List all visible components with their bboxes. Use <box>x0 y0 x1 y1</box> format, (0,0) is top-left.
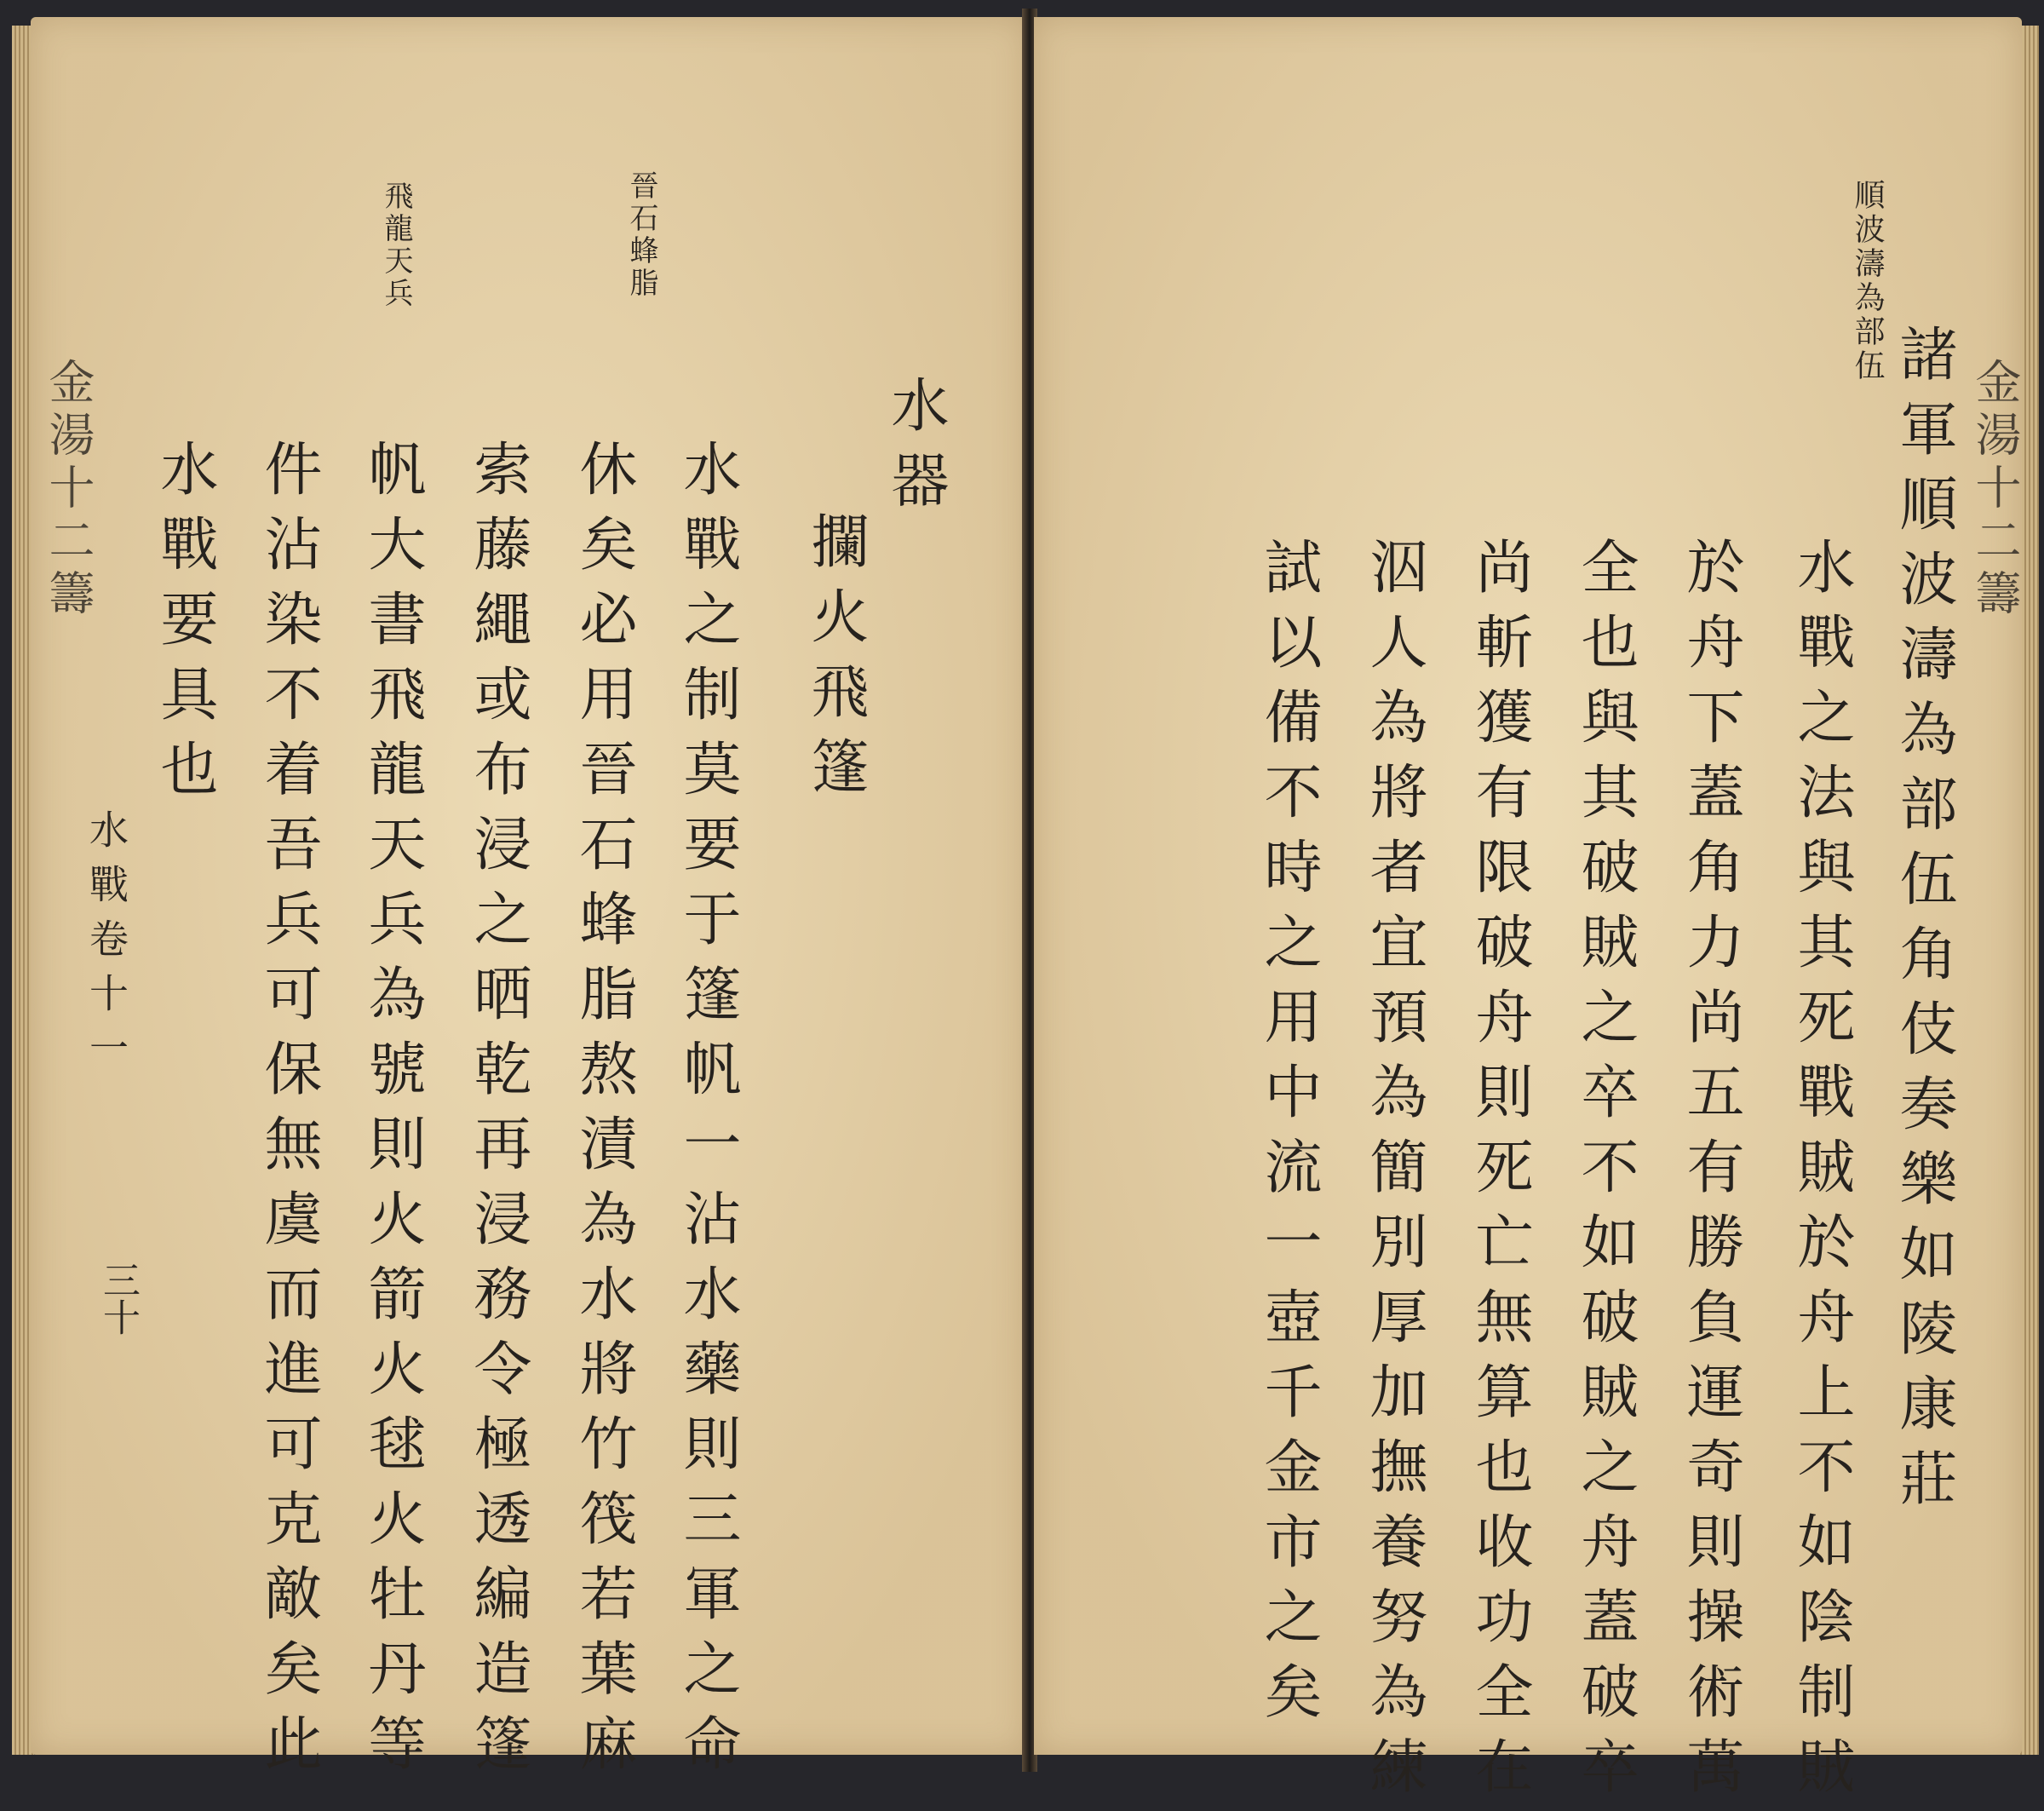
margin-page-number: 三十 <box>96 1261 140 1336</box>
right-text-column-3: 於舟下蓋角力尚五有勝負運奇則操術萬 <box>1677 537 1744 1811</box>
right-text-column-1: 諸軍順波濤為部伍角伎奏樂如陵康莊 <box>1890 324 1957 1523</box>
left-text-column-6: 水戰要具也 <box>151 439 218 814</box>
section-subheading: 攔火飛篷 <box>801 511 869 811</box>
right-note: 順波濤為部伍 <box>1850 179 1885 383</box>
note-jinshi-fengzhi: 晉石蜂脂 <box>624 170 658 300</box>
right-text-column-5: 尚斬獲有限破舟則死亡無算也收功全在 <box>1466 537 1533 1811</box>
section-heading: 水器 <box>881 375 949 525</box>
margin-title: 水戰卷十一 <box>83 809 129 1082</box>
left-text-column-1: 水戰之制莫要于篷帆一沾水藥則三軍之命 <box>674 439 741 1788</box>
left-text-column-3: 索藤繩或布浸之晒乾再浸務令極透編造篷 <box>464 439 531 1788</box>
left-spine-title: 金湯十二籌 <box>42 358 95 622</box>
left-text-column-2: 休矣必用晉石蜂脂熬漬為水將竹筏若葉麻 <box>570 439 637 1788</box>
left-text-column-5: 件沾染不着吾兵可保無虞而進可克敵矣此 <box>255 439 322 1788</box>
left-text-column-4: 帆大書飛龍天兵為號則火箭火毬火牡丹等 <box>359 439 426 1788</box>
right-text-column-4: 全也與其破賊之卒不如破賊之舟蓋破卒 <box>1571 537 1639 1811</box>
right-text-column-6: 泅人為將者宜預為簡別厚加撫養努為練 <box>1360 537 1427 1811</box>
right-page <box>1034 17 2022 1811</box>
open-book <box>12 9 2039 1811</box>
right-text-column-7: 試以備不時之用中流一壺千金市之矣 <box>1255 537 1322 1736</box>
right-text-column-2: 水戰之法與其死戰賊於舟上不如陰制賊 <box>1788 537 1855 1811</box>
right-spine-title: 金湯十二籌 <box>1968 358 2022 622</box>
note-feilong-tianbing: 飛龍天兵 <box>379 181 413 310</box>
left-page <box>31 17 1027 1788</box>
